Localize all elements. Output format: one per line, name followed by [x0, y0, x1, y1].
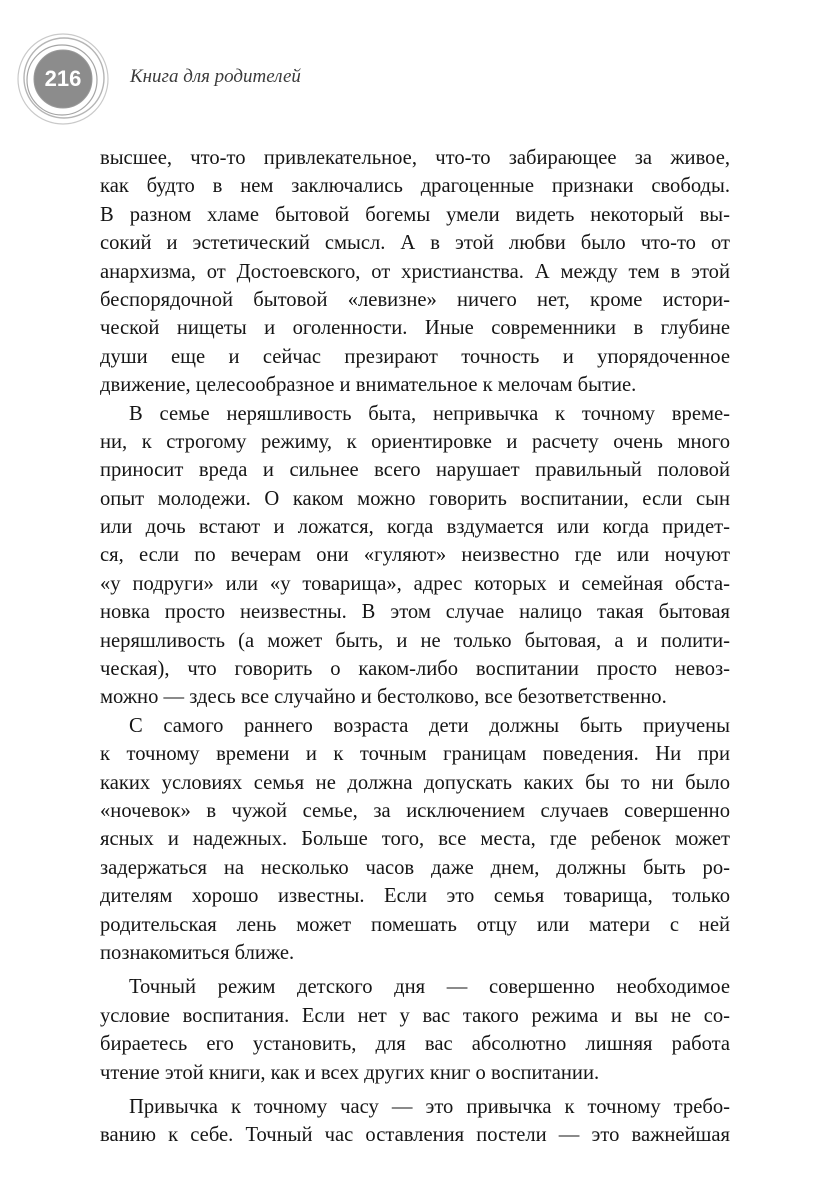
text-line: познакомиться ближе.: [100, 941, 295, 964]
text-line: как будто в нем заключались драгоценные признаки свободы.: [100, 175, 730, 198]
paragraph: [100, 400, 730, 712]
text-line: можно — здесь все случайно и бестолково, все безответственно.: [100, 686, 667, 709]
text-line: ся, если по вечерам они «гуляют» неизвестно где или ночуют: [100, 544, 730, 567]
text-line: новка просто неизвестны. В этом случае налицо такая бытовая: [100, 601, 730, 624]
text-line: ческая), что говорить о каком-либо воспитании просто невоз-: [100, 658, 730, 681]
text-line: ческой нищеты и оголенности. Иные современники в глубине: [100, 317, 730, 340]
text-line: души еще и сейчас презирают точность и упорядоченное: [100, 345, 730, 368]
paragraph: [100, 712, 730, 968]
text-line: движение, целесообразное и внимательное к мелочам бытие.: [100, 374, 637, 397]
text-line: «у подруги» или «у товарища», адрес которых и семейная обста-: [100, 572, 730, 595]
text-line: С самого раннего возраста дети должны быть приучены: [129, 714, 730, 737]
text-line: анархизма, от Достоевского, от христианства. А между тем в этой: [100, 260, 730, 283]
text-line: высшее, что-то привлекательное, что-то забирающее за живое,: [100, 147, 730, 169]
text-line: ванию к себе. Точный час оставления постели — это важнейшая: [100, 1124, 730, 1147]
text-line: условие воспитания. Если нет у вас такого режима и вы не со-: [100, 1004, 730, 1027]
running-title: Книга для родителей: [130, 66, 301, 87]
page-number: 216: [44, 66, 82, 91]
text-line: приносит вреда и сильнее всего нарушает правильный половой: [100, 459, 730, 482]
text-line: В разном хламе бытовой богемы умели видеть некоторый вы-: [100, 203, 730, 226]
text-line: или дочь встают и ложатся, когда вздумается или когда придет-: [100, 516, 730, 539]
text-line: к точному времени и к точным границам поведения. Ни при: [100, 743, 730, 766]
text-line: задержаться на несколько часов даже днем, должны быть ро-: [100, 856, 730, 879]
body-text: [100, 144, 730, 1150]
text-line: ясных и надежных. Больше того, все места, где ребенок может: [100, 828, 730, 851]
paragraph: [100, 973, 730, 1087]
text-line: чтение этой книги, как и всех других книг о воспитании.: [100, 1061, 600, 1084]
text-line: неряшливость (а может быть, и не только бытовая, а и полити-: [100, 629, 730, 652]
text-line: В семье неряшливость быта, непривычка к точному време-: [129, 402, 730, 425]
text-line: родительская лень может помешать отцу или матери с ней: [100, 913, 730, 936]
text-line: опыт молодежи. О каком можно говорить воспитании, если сын: [100, 487, 730, 510]
text-line: ни, к строгому режиму, к ориентировке и расчету очень много: [100, 430, 730, 453]
paragraph: [100, 1093, 730, 1150]
text-line: Привычка к точному часу — это привычка к точному требо-: [129, 1095, 730, 1118]
text-line: сокий и эстетический смысл. А в этой любви было что-то от: [100, 232, 730, 255]
text-line: беспорядочной бытовой «левизне» ничего нет, кроме истори-: [100, 288, 730, 311]
text-line: Точный режим детского дня — совершенно необходимое: [129, 976, 730, 999]
text-line: каких условиях семья не должна допускать каких бы то ни было: [100, 771, 730, 794]
text-line: бираетесь его установить, для вас абсолютно лишняя работа: [100, 1033, 730, 1056]
text-line: «ночевок» в чужой семье, за исключением случаев совершенно: [100, 799, 730, 822]
text-line: дителям хорошо известны. Если это семья товарища, только: [100, 885, 730, 908]
paragraph: [100, 144, 730, 400]
